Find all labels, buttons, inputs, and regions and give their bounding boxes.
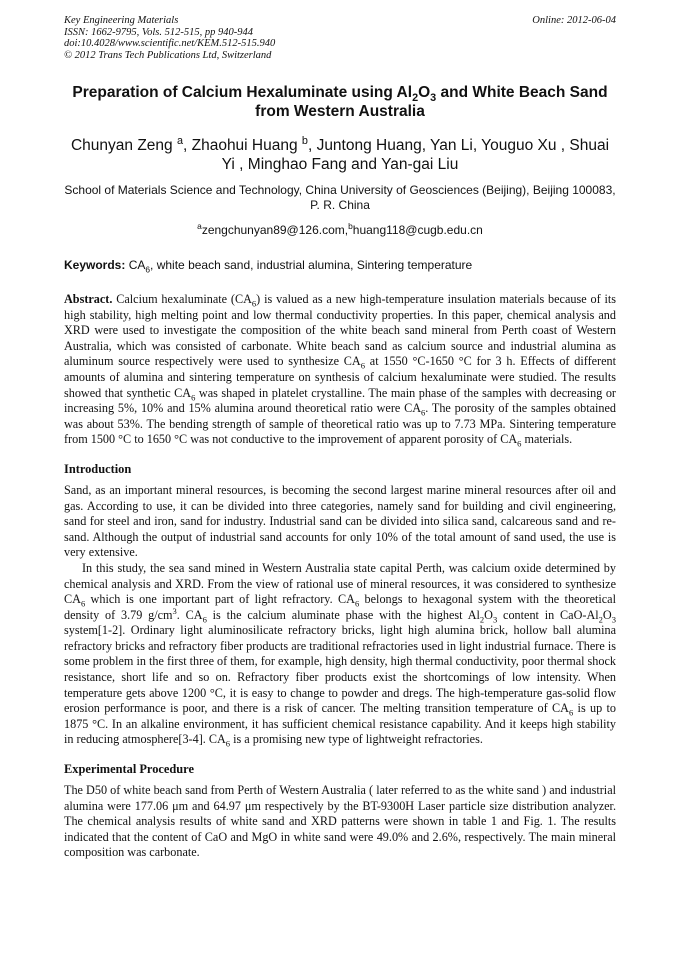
affiliation: School of Materials Science and Technology, China University of Geosciences (Beijing), Beijing 100083, P. R. China [64, 183, 616, 212]
introduction-paragraph-2: In this study, the sea sand mined in Western Australia state capital Perth, was calcium oxide determined by chemical analysis and XRD. From the view of rational use of mineral resources, it was considered to synthesize $CA_6$ which is one important part of light refractory. $CA_6$ belongs to hexagonal system with the theoretical density of 3.79 $g/cm^3$. $CA_6$ is the calcium aluminate phase with the highest $Al_2O_3$ content in CaO-$Al_2O_3$ system[1-2]. Ordinary light aluminosilicate refractory bricks, light high alumina brick, hollow ball alumina refractory bricks and refractory fiber products are traditional refractories used in light industrial furnace. There is some problem in the first three of them, for example, high density, high thermal conductivity, poor thermal shock resistance, short life and so on. Refractory fiber products exist the shortcomings of low intensity. When temperature gets above 1200 °C, it is easy to change to powder and dregs. The high-temperature gas-solid flow erosion performance is poor, and there is a risk of cancer. The melting transition temperature of $CA_6$ is up to 1875 °C. In an alkaline environment, it has sufficient chemical resistance capability. And it keeps high stability in reducing atmosphere[3-4]. $CA_6$ is a promising new type of lightweight refractories. [64, 560, 616, 749]
paper-title: Preparation of Calcium Hexaluminate using $Al_2O_3$ and White Beach Sand from Western Australia [72, 84, 608, 120]
author-list: Chunyan Zeng $^a$, Zhaohui Huang $^b$, Juntong Huang, Yan Li, Youguo Xu , Shuai Yi , Minghao Fang and Yan-gai Liu [70, 134, 610, 173]
introduction-paragraph-1: Sand, as an important mineral resources, is becoming the second largest marine mineral resources after oil and gas. According to use, it can be divided into three categories, namely sand for building and civil engineering, sand for steel and iron, sand for industry. Industrial sand can be divided into silica sand, calcareous sand and re-sand. Although the output of industrial sand accounts for only 10% of the total amount of sand used, the use is very extensive. [64, 482, 616, 560]
experimental-heading: Experimental Procedure [64, 762, 194, 777]
journal-header [64, 15, 616, 61]
issn-line: ISSN: 1662-9795, Vols. 512-515, pp 940-944 [64, 26, 253, 38]
abstract: Abstract. Calcium hexaluminate $(CA_6)$ is valued as a new high-temperature insulation materials because of its high stability, high melting point and low thermal conductivity properties. In this paper, chemical analysis and XRD were used to investigate the composition of the white beach sand mineral from Perth coast of Western Australia, which was consisted of carbonate. White beach sand as calcium source and industrial alumina as aluminum source respectively were used to synthesize $CA_6$ at 1550 °C-1650 °C for 3 h. Effects of different amounts of alumina and sintering temperature on synthesis of calcium hexaluminate were studied. The results showed that synthetic $CA_6$ was shaped in platelet crystalline. The main phase of the samples with decreasing or increasing 5%, 10% and 15% alumina around theoretical ratio were $CA_6$. The porosity of the samples obtained was about 53%. The bending strength of sample of theoretical ratio was up to 7.73 MPa. Sintering temperature from 1500 °C to 1650 °C was not conductive to the improvement of apparent porosity of $CA_6$ materials. [64, 292, 617, 449]
introduction-heading: Introduction [64, 461, 132, 476]
experimental-paragraph-1: The D50 of white beach sand from Perth of Western Australia ( later referred to as the white sand ) and industrial alumina were 177.06 μm and 64.97 μm respectively by the BT-9300H Laser particle size distribution analyzer. The chemical analysis results of white sand and XRD patterns were shown in table 1 and Fig. 1. The results indicated that the content of CaO and MgO in white sand were 49.0% and 2.6%, respectively. The main mineral composition was carbonate. [64, 783, 616, 860]
journal-name: Key Engineering Materials [64, 15, 179, 26]
copyright-line: © 2012 Trans Tech Publications Ltd, Switzerland [64, 49, 272, 61]
paper-page [64, 15, 616, 861]
author-emails: $^a$zengchunyan89@126.com,$^b$huang118@cugb.edu.cn [197, 221, 483, 237]
online-date: Online: 2012-06-04 [532, 15, 616, 26]
keywords: Keywords: $CA_6$, white beach sand, industrial alumina, Sintering temperature [64, 258, 473, 275]
abstract-label: Abstract. [64, 292, 113, 306]
keywords-label: Keywords: [64, 258, 126, 272]
doi-line: doi:10.4028/www.scientific.net/KEM.512-515.940 [64, 38, 276, 49]
